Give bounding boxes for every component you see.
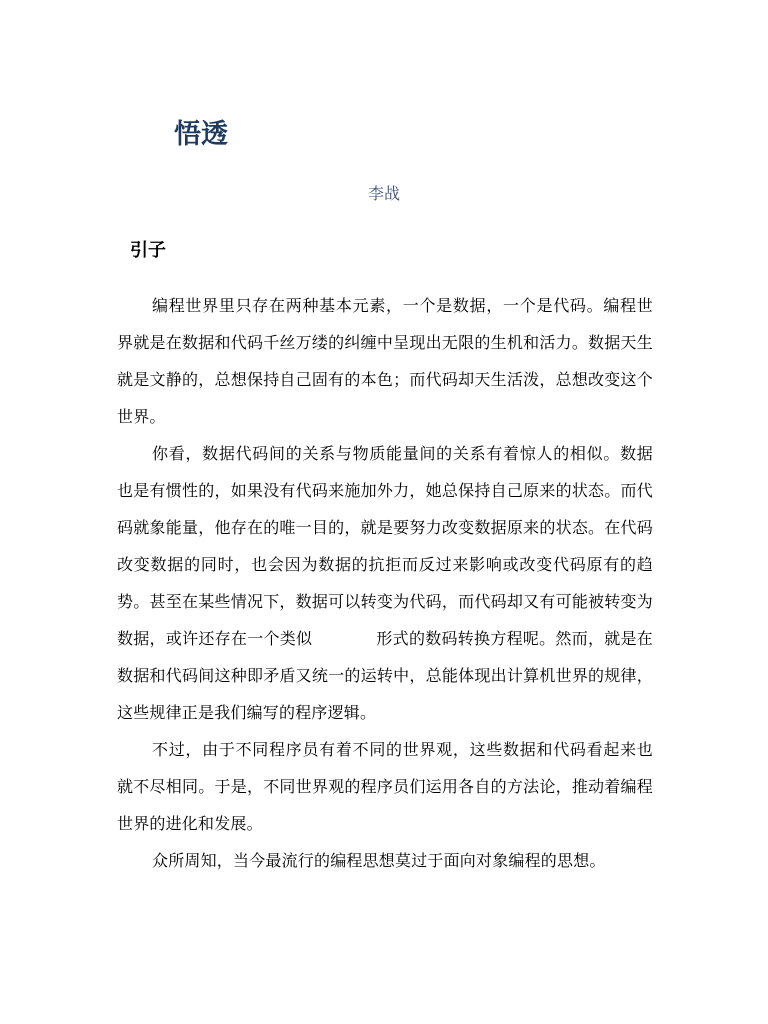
paragraph-4: 众所周知，当今最流行的编程思想莫过于面向对象编程的思想。 [152,851,606,870]
section-heading: 引子 [130,240,166,261]
paragraph-2 [117,435,653,731]
document-body [117,287,653,879]
paragraph-2-part-1: 你看，数据代码间的关系与物质能量间的关系有着惊人的相似。数据也是有惯性的，如果没有代码来施加外力，她总保持自己原来的状态。而代码就象能量，他存在的唯一目的，就是要努力改变数据原来的状态。在代码改变数据的同时，也会因为数据的抗拒而反过来影响或改变代码原有的趋势。甚至在某些情况下，数据可以转变为代码，而代码却又有可能被转变为数据，或许还存在一个类似 [117,444,653,648]
paragraph-2-part-2: 形式的数码转换方程呢。然而，就是在数据和代码间这种即矛盾又统一的运转中，总能体现出计算机世界的规律，这些规律正是我们编写的程序逻辑。 [117,629,653,722]
document-title: 悟透 [174,119,228,150]
paragraph-3: 不过，由于不同程序员有着不同的世界观，这些数据和代码看起来也就不尽相同。于是，不同世界观的程序员们运用各自的方法论，推动着编程世界的进化和发展。 [117,740,653,833]
document-author: 李战 [367,184,400,203]
paragraph-1: 编程世界里只存在两种基本元素，一个是数据，一个是代码。编程世界就是在数据和代码千丝万缕的纠缠中呈现出无限的生机和活力。数据天生就是文静的，总想保持自己固有的本色；而代码却天生活泼，总想改变这个世界。 [117,296,653,426]
